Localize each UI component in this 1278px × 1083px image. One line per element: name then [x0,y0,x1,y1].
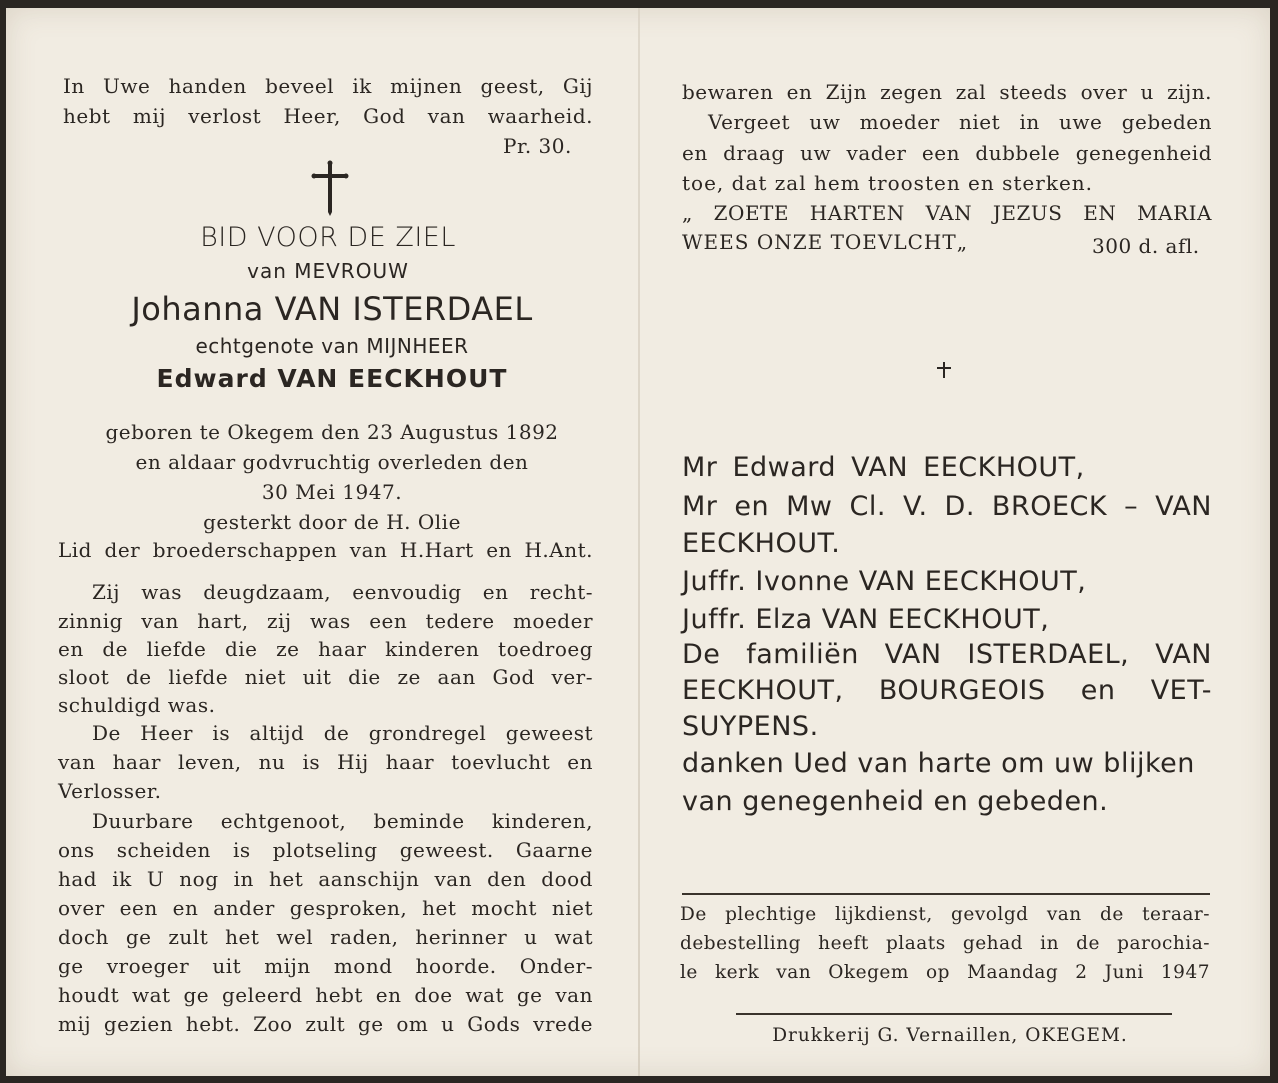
paragraph-line: Duurbare echtgenoot, beminde kinderen, [92,809,593,833]
bid-heading: BID VOOR DE ZIEL [200,222,456,253]
paragraph-line: over een en ander gesproken, het mocht niet [58,896,593,920]
memorial-card [6,8,1270,1076]
family-line: EECKHOUT. [682,528,841,559]
continued-line: en draag uw vader een dubbele genegenheid [682,141,1212,165]
paragraph-line: mij gezien hebt. Zoo zult ge om u Gods vrede [58,1012,593,1036]
birth-line: gesterkt door de H. Olie [203,510,461,534]
paragraph-line: en de liefde die ze haar kinderen toedroeg [58,637,593,661]
cross-icon [310,160,350,218]
service-line: debestelling heeft plaats gehad in de parochia- [680,933,1210,954]
van-mevrouw: van MEVROUW [247,259,409,283]
verse-line: In Uwe handen beveel ik mijnen geest, Gij [63,74,593,98]
paragraph-line: ge vroeger uit mijn mond hoorde. Onder- [58,954,593,978]
deceased-name: Johanna VAN ISTERDAEL [131,290,533,328]
verse-reference: Pr. 30. [503,134,572,158]
paragraph-line: had ik U nog in het aanschijn van den dood [58,867,593,891]
paragraph-line: schuldigd was. [58,693,216,717]
printer: Drukkerij G. Vernaillen, OKEGEM. [772,1025,1128,1046]
paragraph-line: zinnig van hart, zij was een tedere moeder [58,609,593,633]
birth-line: Lid der broederschappen van H.Hart en H.Ant. [58,538,593,562]
right-panel [640,8,1270,1076]
paragraph-line: sloot de liefde niet uit die ze aan God ver- [58,665,593,689]
continued-line: toe, dat zal hem troosten en sterken. [682,171,1094,195]
paragraph-line: ons scheiden is plotseling geweest. Gaarne [58,838,593,862]
paragraph-line: De Heer is altijd de grondregel geweest [92,721,593,745]
family-line: Juffr. Ivonne VAN EECKHOUT, [682,566,1087,597]
paragraph-line: Verlosser. [58,779,162,803]
service-line: le kerk van Okegem op Maandag 2 Juni 1947 [680,962,1210,983]
thanks-line: danken Ued van harte om uw blijken [682,748,1195,779]
family-line: SUYPENS. [682,711,819,742]
left-panel [6,8,638,1076]
divider [682,893,1210,895]
family-line: Mr Edward VAN EECKHOUT, [682,452,1085,483]
paragraph-line: van haar leven, nu is Hij haar toevlucht en [58,750,593,774]
birth-line: 30 Mei 1947. [261,480,403,504]
family-line: Mr en Mw Cl. V. D. BROECK – VAN [682,491,1212,522]
family-line: EECKHOUT, BOURGEOIS en VET- [682,675,1212,706]
service-line: De plechtige lijkdienst, gevolgd van de teraar- [680,904,1210,925]
prayer-line: WEES ONZE TOEVLCHT„ [682,230,969,254]
divider [736,1013,1172,1015]
family-line: Juffr. Elza VAN EECKHOUT, [682,604,1050,635]
birth-line: en aldaar godvruchtig overleden den [135,450,529,474]
paragraph-line: houdt wat ge geleerd hebt en doe wat ge van [58,983,593,1007]
birth-line: geboren te Okegem den 23 Augustus 1892 [105,420,559,444]
continued-line: bewaren en Zijn zegen zal steeds over u zijn. [682,80,1212,104]
thanks-line: van genegenheid en gebeden. [682,786,1109,817]
verse-line: hebt mij verlost Heer, God van waarheid. [63,104,593,128]
family-line: De familiën VAN ISTERDAEL, VAN [682,639,1212,670]
paragraph-line: Zij was deugdzaam, eenvoudig en recht- [92,580,593,604]
echtgenote-line: echtgenote van MIJNHEER [195,334,469,358]
small-cross-icon [936,361,952,379]
indulgence: 300 d. afl. [1092,234,1200,258]
husband-name: Edward VAN EECKHOUT [156,364,508,393]
paragraph-line: doch ge zult het wel raden, herinner u wat [58,925,593,949]
continued-line: Vergeet uw moeder niet in uwe gebeden [708,110,1212,134]
prayer-line: „ ZOETE HARTEN VAN JEZUS EN MARIA [682,201,1212,225]
